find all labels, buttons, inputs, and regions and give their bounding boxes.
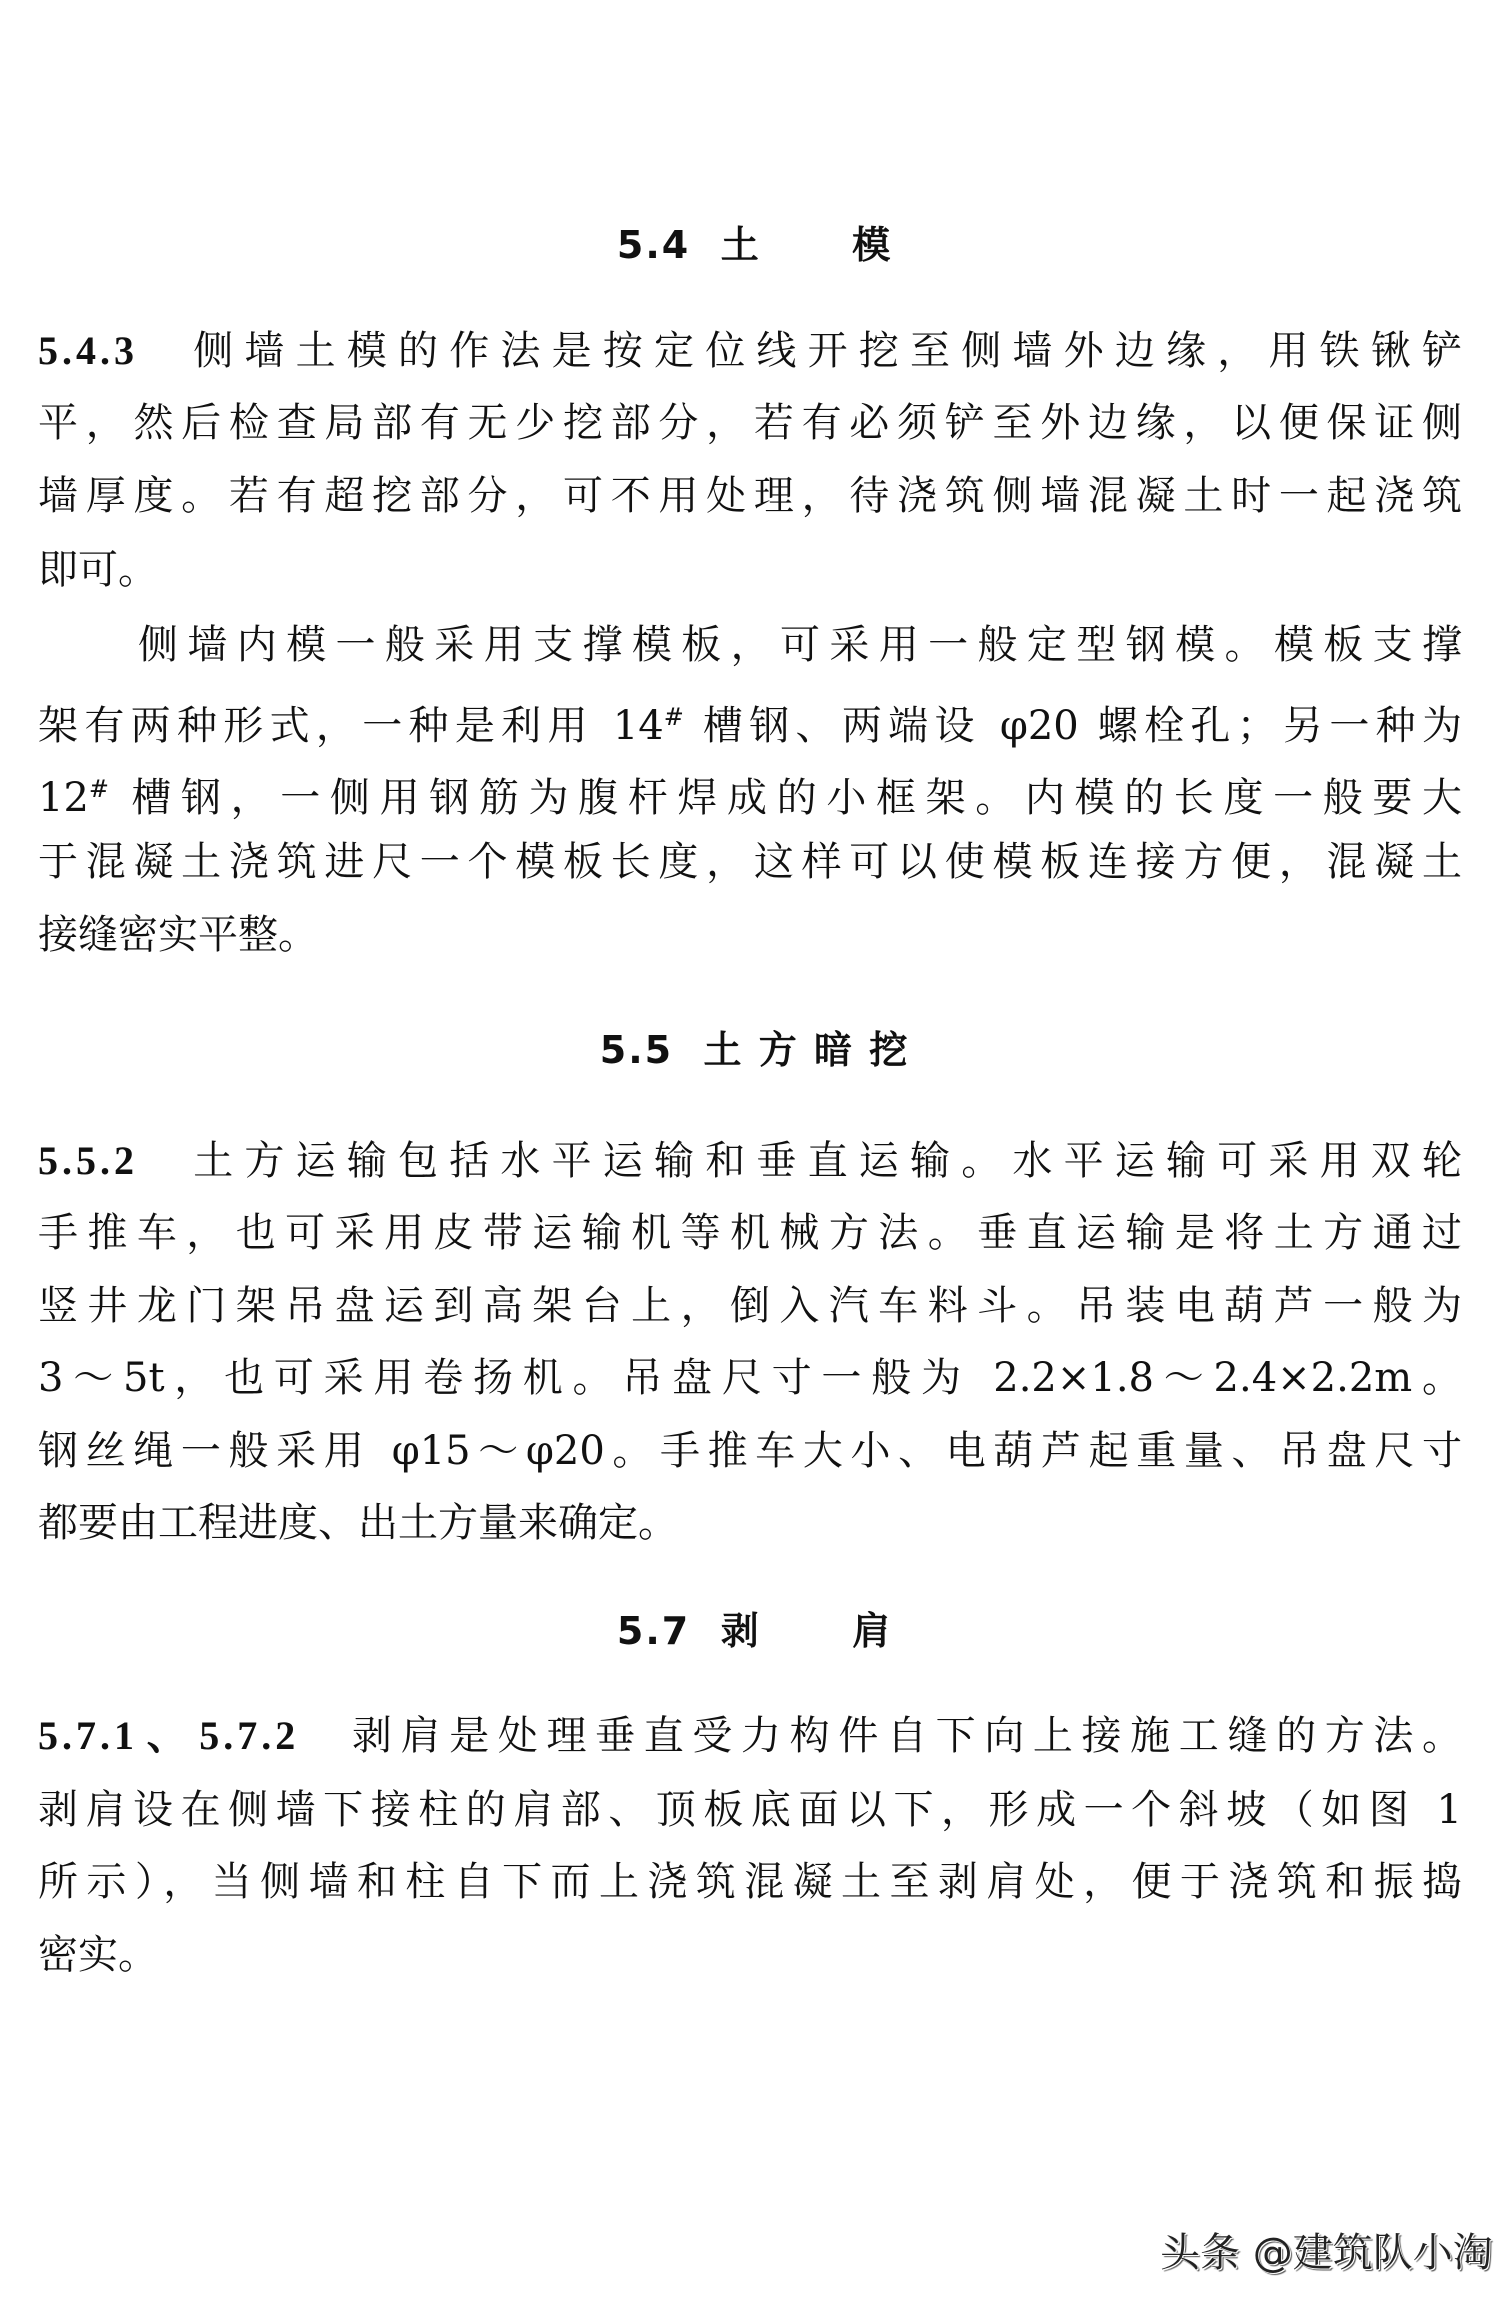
section-heading-5-4: 5.4 土 模	[616, 223, 893, 267]
paragraph-line: 手推车，也可采用皮带运输机等机械方法。垂直运输是将土方通过	[38, 1210, 1462, 1256]
watermark: 头条 @建筑队小淘	[1160, 2230, 1493, 2276]
paragraph-line: 侧墙内模一般采用支撑模板，可采用一般定型钢模。模板支撑	[138, 622, 1462, 668]
clause-number: 5.4.3	[38, 328, 138, 373]
paragraph-line	[38, 692, 1462, 751]
paragraph-line: 竖井龙门架吊盘运到高架台上，倒入汽车料斗。吊装电葫芦一般为	[38, 1283, 1462, 1329]
line-text: 槽钢、两端设 φ20 螺栓孔；另一种为	[702, 703, 1463, 749]
clause-5-5-2-line-1	[38, 1136, 1462, 1186]
line-text: 架有两种形式，一种是利用 14	[38, 703, 664, 749]
clause-text: 侧墙土模的作法是按定位线开挖至侧墙外边缘，用铁锹铲	[182, 328, 1462, 374]
clause-5-4-3-line-1	[38, 326, 1462, 376]
line-text: 槽钢，一侧用钢筋为腹杆焊成的小框架。内模的长度一般要大	[131, 775, 1463, 821]
paragraph-line: 于混凝土浇筑进尺一个模板长度，这样可以使模板连接方便，混凝土	[38, 839, 1462, 885]
paragraph-line: 都要由工程进度、出土方量来确定。	[38, 1500, 678, 1546]
clause-5-7-1-line-1	[38, 1711, 1462, 1761]
line-text: 12	[38, 775, 89, 821]
paragraph-line: 平，然后检查局部有无少挖部分，若有必须铲至外边缘，以便保证侧	[38, 400, 1462, 446]
paragraph-line: 3～5t，也可采用卷扬机。吊盘尺寸一般为 2.2×1.8～2.4×2.2m。	[38, 1355, 1462, 1401]
paragraph-line: 所示），当侧墙和柱自下而上浇筑混凝土至剥肩处，便于浇筑和振捣	[38, 1859, 1462, 1905]
clause-number: 5.7.1、5.7.2	[38, 1713, 300, 1758]
clause-text: 土方运输包括水平运输和垂直运输。水平运输可采用双轮	[182, 1138, 1462, 1184]
paragraph-line: 墙厚度。若有超挖部分，可不用处理，待浇筑侧墙混凝土时一起浇筑	[38, 473, 1462, 519]
paragraph-line: 即可。	[38, 547, 158, 593]
paragraph-line	[38, 764, 1462, 823]
section-heading-5-7: 5.7 剥 肩	[616, 1609, 893, 1653]
clause-text: 剥肩是处理垂直受力构件自下向上接施工缝的方法。	[343, 1713, 1463, 1759]
paragraph-line: 钢丝绳一般采用 φ15～φ20。手推车大小、电葫芦起重量、吊盘尺寸	[38, 1428, 1462, 1474]
paragraph-line: 密实。	[38, 1932, 158, 1978]
superscript-hash: #	[88, 775, 110, 803]
clause-number: 5.5.2	[38, 1138, 138, 1183]
section-heading-5-5: 5.5 土 方 暗 挖	[599, 1028, 910, 1072]
paragraph-line: 剥肩设在侧墙下接柱的肩部、顶板底面以下，形成一个斜坡（如图 1	[38, 1787, 1462, 1833]
paragraph-line: 接缝密实平整。	[38, 912, 318, 958]
superscript-hash: #	[663, 703, 684, 731]
